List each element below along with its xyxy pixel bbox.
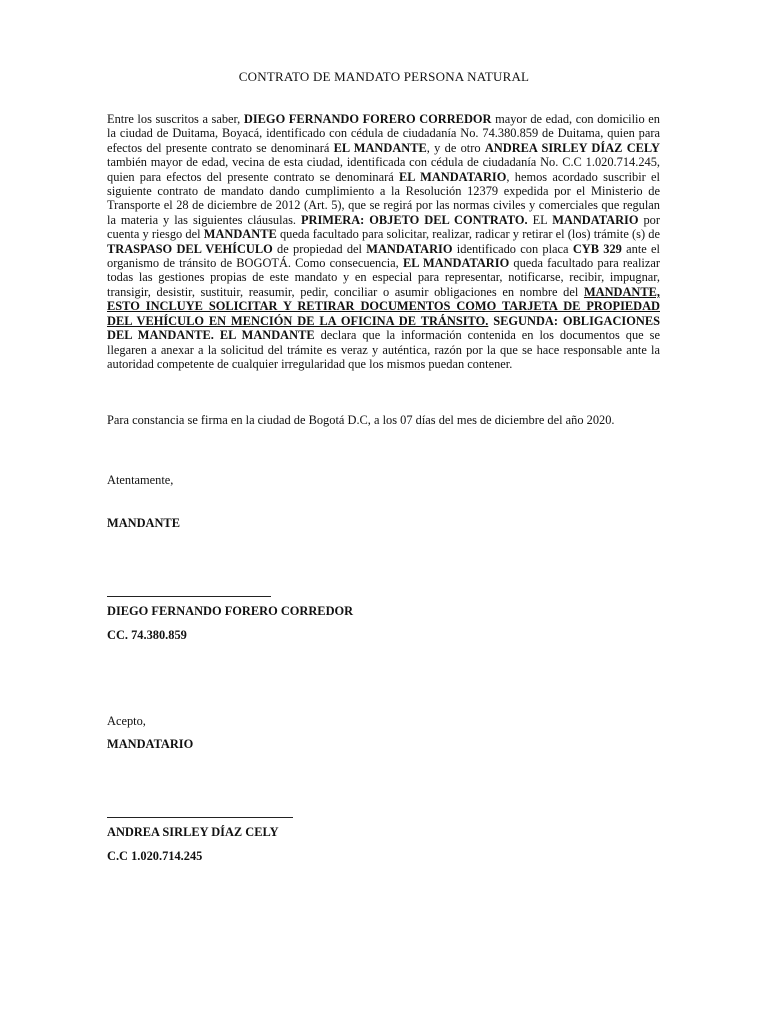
body-segment: de propiedad del bbox=[272, 241, 367, 256]
body-segment: ante el organismo de tránsito de BOGOTÁ. Como consecuencia, bbox=[107, 241, 660, 271]
body-segment: también mayor de edad, vecina de esta ciudad, identificada con cédula de ciudadanía No. C.C 1.020.714.245, quien para efectos del presente contrato se denominará bbox=[107, 155, 660, 184]
mandante-id: CC. 74.380.859 bbox=[107, 628, 187, 642]
mandatario-heading: MANDATARIO bbox=[107, 737, 194, 751]
body-segment: MANDATARIO bbox=[366, 241, 453, 256]
body-segment: CYB 329 bbox=[572, 241, 622, 256]
body-segment: identificado con placa bbox=[452, 241, 573, 256]
body-segment: EL MANDATARIO bbox=[399, 169, 507, 184]
body-segment: EL bbox=[527, 212, 553, 227]
body-segment: DIEGO FERNANDO FORERO CORREDOR bbox=[243, 112, 492, 126]
body-segment: , hemos acordado suscribir el siguiente contrato de mandato dando cumplimiento a la Resolución 12379 expedida por el Ministerio de Transporte el 28 de diciembre de 2012 (Art. 5), que se regirá por las normas civiles y comerciales que regulan la materia y las siguientes cláusulas. bbox=[107, 169, 660, 227]
mandante-name: DIEGO FERNANDO FORERO CORREDOR bbox=[107, 604, 354, 618]
mandatario-name: ANDREA SIRLEY DÍAZ CELY bbox=[107, 825, 279, 839]
body-segment: declara que la información contenida en los documentos que se llegaren a anexar a la solicitud del trámite es veraz y auténtica, razón por la que se hace responsable ante la autoridad competente de cualquier irregularidad que los mismos puedan contener. bbox=[107, 328, 660, 371]
body-segment: queda facultado para realizar todas las gestiones propias de este mandato y en especial para representar, notificarse, recibir, impugnar, transigir, desistir, sustituir, reasumir, pedir, conciliar o asumir obligaciones en nombre del bbox=[107, 256, 661, 299]
regards-text: Atentamente, bbox=[107, 473, 174, 487]
body-segment: TRASPASO DEL VEHÍCULO bbox=[107, 241, 273, 256]
mandatario-id: C.C 1.020.714.245 bbox=[107, 849, 203, 863]
document-title: CONTRATO DE MANDATO PERSONA NATURAL bbox=[238, 69, 530, 84]
body-segment: EL MANDANTE bbox=[333, 140, 427, 155]
body-segment: por cuenta y riesgo del bbox=[107, 212, 660, 242]
accept-text: Acepto, bbox=[107, 714, 146, 728]
body-segment: queda facultado para solicitar, realizar, radicar y retirar el (los) trámite (s) de bbox=[276, 227, 660, 242]
contract-body bbox=[107, 112, 660, 371]
body-segment: Entre los suscritos a saber, bbox=[107, 112, 244, 126]
body-segment: PRIMERA: OBJETO DEL CONTRATO. bbox=[300, 212, 528, 227]
body-segment: MANDATARIO bbox=[552, 212, 639, 227]
closing-statement: Para constancia se firma en la ciudad de Bogotá D.C, a los 07 días del mes de diciembre del año 2020. bbox=[107, 413, 615, 427]
body-segment: MANDANTE bbox=[203, 227, 277, 242]
mandante-heading: MANDANTE bbox=[107, 516, 180, 530]
mandatario-signature-line bbox=[107, 817, 293, 818]
body-segment: SEGUNDA: OBLIGACIONES DEL MANDANTE. EL MANDANTE bbox=[107, 313, 660, 343]
body-segment: mayor de edad, con domicilio en la ciudad de Duitama, Boyacá, identificado con cédula de ciudadanía No. 74.380.859 de Duitama, quien para efectos del presente contrato se denominará bbox=[107, 112, 660, 155]
body-segment: ANDREA SIRLEY DÍAZ CELY bbox=[484, 140, 660, 155]
body-segment: MANDANTE, ESTO INCLUYE SOLICITAR Y RETIRAR DOCUMENTOS COMO TARJETA DE PROPIEDAD DEL VEHÍCULO EN MENCIÓN DE LA OFICINA DE TRÁNSITO. bbox=[107, 284, 660, 328]
mandante-signature-line bbox=[107, 596, 271, 597]
body-segment: , y de otro bbox=[426, 140, 485, 155]
body-segment: EL MANDATARIO bbox=[402, 256, 510, 271]
